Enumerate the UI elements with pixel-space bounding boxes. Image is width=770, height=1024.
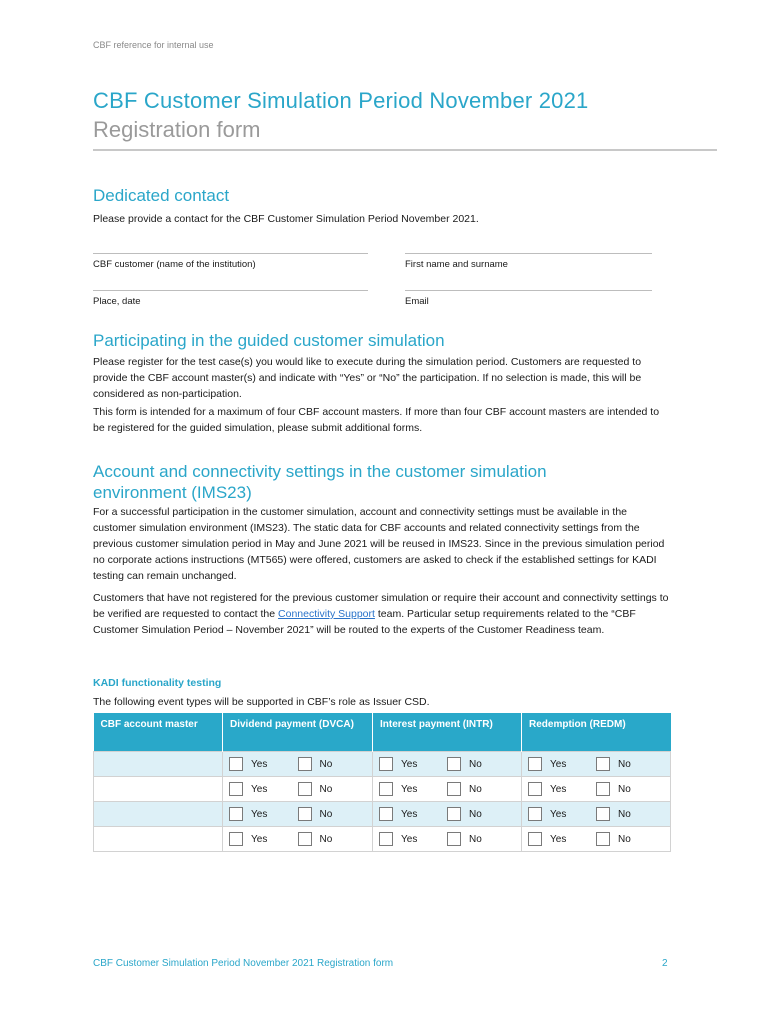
- redm-no-label: No: [618, 833, 631, 845]
- intr-yes-label: Yes: [401, 783, 418, 795]
- col-header-account-master: CBF account master: [94, 713, 223, 752]
- redm-no-option[interactable]: [596, 782, 664, 796]
- account-master-cell[interactable]: [94, 802, 223, 827]
- kadi-heading: KADI functionality testing: [93, 677, 222, 689]
- dvca-yes-label: Yes: [251, 783, 268, 795]
- dvca-yes-option[interactable]: [229, 757, 298, 771]
- redm-no-checkbox[interactable]: [596, 782, 610, 796]
- dvca-yes-checkbox[interactable]: [229, 832, 243, 846]
- redm-cell: [522, 752, 671, 777]
- email-field-label: Email: [405, 296, 429, 307]
- redm-options: [528, 757, 664, 771]
- dedicated-contact-heading: Dedicated contact: [93, 186, 230, 205]
- intr-yes-option[interactable]: [379, 757, 447, 771]
- redm-cell: [522, 777, 671, 802]
- redm-options: [528, 832, 664, 846]
- connectivity-support-link[interactable]: Connectivity Support: [278, 608, 375, 620]
- intr-yes-option[interactable]: [379, 782, 447, 796]
- col-header-dvca: Dividend payment (DVCA): [223, 713, 373, 752]
- dvca-yes-label: Yes: [251, 833, 268, 845]
- account-master-cell[interactable]: [94, 827, 223, 852]
- redm-no-option[interactable]: [596, 757, 664, 771]
- redm-options: [528, 807, 664, 821]
- dvca-no-label: No: [319, 783, 333, 795]
- customer-input-line[interactable]: [93, 253, 368, 254]
- dvca-no-option[interactable]: [298, 782, 367, 796]
- intr-no-checkbox[interactable]: [447, 807, 461, 821]
- intr-no-option[interactable]: [447, 757, 515, 771]
- email-input-line[interactable]: [405, 290, 652, 291]
- dvca-no-checkbox[interactable]: [298, 832, 312, 846]
- redm-no-option[interactable]: [596, 832, 664, 846]
- dvca-cell: [223, 752, 373, 777]
- dvca-yes-option[interactable]: [229, 807, 298, 821]
- intr-no-option[interactable]: [447, 782, 515, 796]
- intr-cell: [373, 802, 522, 827]
- dvca-yes-label: Yes: [251, 808, 268, 820]
- redm-cell: [522, 802, 671, 827]
- col-header-redm: Redemption (REDM): [522, 713, 671, 752]
- intr-yes-checkbox[interactable]: [379, 782, 393, 796]
- settings-paragraph-1: For a successful participation in the customer simulation, account and connectivity settings must be available in the customer simulation environment (IMS23). The static data for CBF accounts and related connectivity settings from the previous customer simulation period in May and June 2021 will be reused in IMS23. Since in the previous simulation period no corporate actions instructions (MT565) were offered, customers are asked to check if the established settings for KADI testing can remain unchanged.: [93, 506, 665, 582]
- footer-text: CBF Customer Simulation Period November 2021 Registration form: [93, 958, 394, 969]
- dvca-cell: [223, 827, 373, 852]
- dvca-yes-checkbox[interactable]: [229, 782, 243, 796]
- settings-paragraph-2: [93, 590, 671, 638]
- dvca-no-label: No: [319, 758, 333, 770]
- guided-paragraph-1: Please register for the test case(s) you would like to execute during the simulation period. Customers are requested to provide the CBF account master(s) and indicate with “Yes” or “No” the participation. If no selection is made, this will be considered as non-participation.: [93, 356, 642, 400]
- intr-no-checkbox[interactable]: [447, 757, 461, 771]
- redm-yes-label: Yes: [550, 758, 567, 770]
- dvca-no-checkbox[interactable]: [298, 757, 312, 771]
- redm-yes-checkbox[interactable]: [528, 807, 542, 821]
- redm-yes-option[interactable]: [528, 807, 596, 821]
- intr-cell: [373, 827, 522, 852]
- redm-options: [528, 782, 664, 796]
- redm-no-label: No: [618, 808, 631, 820]
- registration-table: [93, 713, 671, 852]
- redm-yes-label: Yes: [550, 783, 567, 795]
- customer-field-label: CBF customer (name of the institution): [93, 259, 256, 270]
- dvca-options: [229, 832, 366, 846]
- intr-no-label: No: [469, 783, 482, 795]
- intr-yes-checkbox[interactable]: [379, 757, 393, 771]
- dvca-no-option[interactable]: [298, 807, 367, 821]
- dvca-options: [229, 807, 366, 821]
- guided-simulation-heading: Participating in the guided customer simulation: [93, 331, 445, 350]
- intr-no-option[interactable]: [447, 832, 515, 846]
- dvca-options: [229, 782, 366, 796]
- redm-no-checkbox[interactable]: [596, 807, 610, 821]
- intr-options: [379, 807, 515, 821]
- dvca-cell: [223, 802, 373, 827]
- settings-heading: Account and connectivity settings in the customer simulation environment (IMS23): [93, 462, 547, 502]
- redm-yes-checkbox[interactable]: [528, 782, 542, 796]
- dvca-no-label: No: [319, 808, 333, 820]
- intr-yes-option[interactable]: [379, 832, 447, 846]
- dvca-yes-option[interactable]: [229, 832, 298, 846]
- table-body: [94, 752, 671, 852]
- intr-no-checkbox[interactable]: [447, 832, 461, 846]
- dvca-no-label: No: [319, 833, 333, 845]
- dvca-yes-checkbox[interactable]: [229, 807, 243, 821]
- intr-no-option[interactable]: [447, 807, 515, 821]
- dvca-yes-option[interactable]: [229, 782, 298, 796]
- name-field-label: First name and surname: [405, 259, 508, 270]
- table-row: [94, 777, 671, 802]
- intr-no-label: No: [469, 758, 482, 770]
- title-divider: [93, 149, 717, 151]
- dvca-yes-label: Yes: [251, 758, 268, 770]
- redm-yes-label: Yes: [550, 808, 567, 820]
- table-row: [94, 802, 671, 827]
- redm-yes-option[interactable]: [528, 757, 596, 771]
- intr-cell: [373, 752, 522, 777]
- kadi-intro: The following event types will be supported in CBF’s role as Issuer CSD.: [93, 696, 430, 708]
- dvca-yes-checkbox[interactable]: [229, 757, 243, 771]
- page-subtitle: Registration form: [93, 117, 261, 142]
- table-header-row: [94, 713, 671, 752]
- redm-yes-option[interactable]: [528, 782, 596, 796]
- place-date-input-line[interactable]: [93, 290, 368, 291]
- intr-yes-label: Yes: [401, 833, 418, 845]
- redm-no-checkbox[interactable]: [596, 757, 610, 771]
- page-title: CBF Customer Simulation Period November 2021: [93, 88, 589, 113]
- redm-no-label: No: [618, 758, 631, 770]
- settings-paragraph-2-start: Customers that have not registered for the previous customer simulation or require their account and connectivity settings to be verified are requested to contact the: [93, 592, 669, 620]
- col-header-intr: Interest payment (INTR): [373, 713, 522, 752]
- account-master-cell[interactable]: [94, 752, 223, 777]
- redm-yes-option[interactable]: [528, 832, 596, 846]
- dvca-no-option[interactable]: [298, 757, 367, 771]
- redm-yes-label: Yes: [550, 833, 567, 845]
- redm-no-label: No: [618, 783, 631, 795]
- redm-no-checkbox[interactable]: [596, 832, 610, 846]
- intr-yes-label: Yes: [401, 808, 418, 820]
- intr-no-checkbox[interactable]: [447, 782, 461, 796]
- dvca-no-option[interactable]: [298, 832, 367, 846]
- intr-no-label: No: [469, 833, 482, 845]
- dvca-cell: [223, 777, 373, 802]
- redm-yes-checkbox[interactable]: [528, 757, 542, 771]
- intr-options: [379, 782, 515, 796]
- intr-yes-checkbox[interactable]: [379, 807, 393, 821]
- intr-cell: [373, 777, 522, 802]
- intr-options: [379, 832, 515, 846]
- place-date-field-label: Place, date: [93, 296, 141, 307]
- page-number: 2: [662, 958, 668, 969]
- redm-no-option[interactable]: [596, 807, 664, 821]
- dvca-options: [229, 757, 366, 771]
- name-input-line[interactable]: [405, 253, 652, 254]
- dvca-no-checkbox[interactable]: [298, 782, 312, 796]
- intr-yes-option[interactable]: [379, 807, 447, 821]
- account-master-cell[interactable]: [94, 777, 223, 802]
- intr-yes-checkbox[interactable]: [379, 832, 393, 846]
- dvca-no-checkbox[interactable]: [298, 807, 312, 821]
- intr-yes-label: Yes: [401, 758, 418, 770]
- intr-no-label: No: [469, 808, 482, 820]
- dedicated-contact-intro: Please provide a contact for the CBF Customer Simulation Period November 2021.: [93, 213, 479, 225]
- settings-paragraph-2-end: team. Particular setup requirements related to the “CBF Customer Simulation Period – November 2021” will be routed to the experts of the Customer Readiness team.: [93, 608, 636, 636]
- internal-reference: CBF reference for internal use: [93, 40, 214, 50]
- intr-options: [379, 757, 515, 771]
- table-row: [94, 827, 671, 852]
- redm-yes-checkbox[interactable]: [528, 832, 542, 846]
- table-row: [94, 752, 671, 777]
- guided-paragraph-2: This form is intended for a maximum of four CBF account masters. If more than four CBF account masters are intended to be registered for the guided simulation, please submit additional forms.: [93, 406, 660, 434]
- redm-cell: [522, 827, 671, 852]
